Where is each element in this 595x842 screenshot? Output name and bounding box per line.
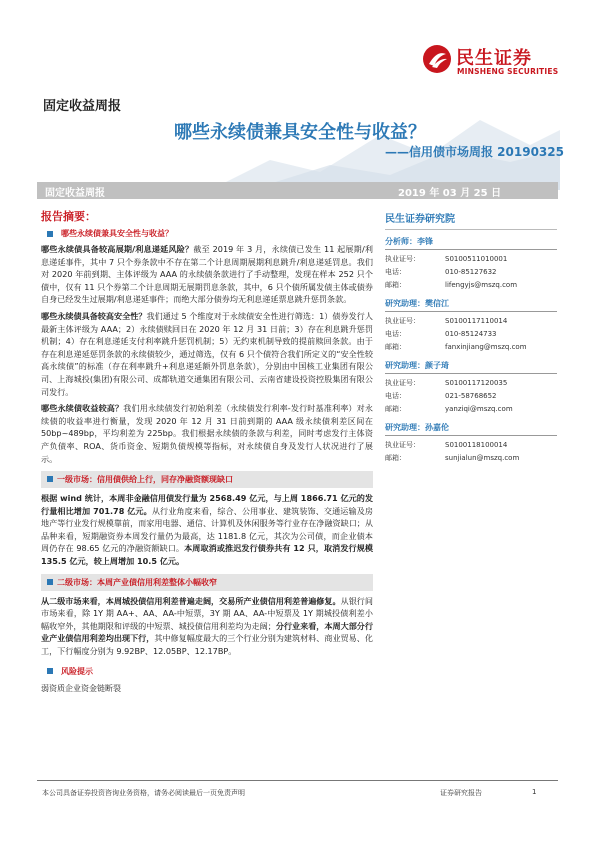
p2-lead: 哪些永续债具备较高安全性？: [41, 310, 147, 321]
risk-text: 弱资质企业资金链断裂: [41, 683, 121, 693]
footer-report-label: 证券研究报告: [440, 789, 482, 797]
analyst-column: [385, 210, 557, 465]
summary-column: [41, 208, 373, 694]
secondary-a: 从二级市场来看，本周城投债信用利差普遍走阔，交易所产业债信用利差普遍修复。: [41, 595, 341, 606]
footer-disclaimer: 本公司具备证券投资咨询业务资格，请务必阅读最后一页免责声明: [42, 789, 245, 797]
secondary-b: 从银行间市场来看，除 1Y 期 AA+、AA、AA-中短票，3Y 期 AA、AA-中短票及 1Y 期城投债利差小幅收窄外，其他期限和评级的中短票、城投债信用利差均为走阔；: [41, 595, 373, 631]
assistant-cert: 执业证号： S0100117120035: [385, 379, 508, 387]
assistant-cert: 执业证号： S0100118100014: [385, 441, 508, 449]
secondary-c: 分行业来看，本周大部分行业产业债信用利差均出现下行，: [41, 620, 373, 644]
analyst-title: 分析师：李锋: [385, 236, 557, 250]
risk-heading-text: 风险提示: [61, 666, 93, 676]
secondary-market-heading: [41, 574, 373, 591]
assistant-email[interactable]: 邮箱： yanziqi@mszq.com: [385, 405, 513, 413]
analyst-cert: 执业证号： S0100511010001: [385, 255, 508, 263]
assistant-phone: 电话： 021-58768652: [385, 392, 497, 400]
p2-body: 我们通过 5 个维度对于永续债安全性进行筛选：1）债券发行人最新主体评级为 AAA；2）永续债赎回日在 2020 年 12 月 31 日前；3）存在利息跳升惩罚机制；4）存在利息递延支付利率跳升惩罚机制；5）无约束机制导致的提前赎回条款。由于存在利息递延惩罚条款的永续债较少，通过筛选，仅有 6 只个债符合我们所定义的“安全性较高永续债”的标准（存在利率跳升+利息递延额外罚息条款），分别由中国核工业集团有限公司、上海城投(集团)有限公司、成都轨道交通集团有限公司、云南省建设投资控股集团有限公司发行。: [41, 310, 373, 397]
primary-b: 从行业角度来看，综合、公用事业、建筑装饰、交通运输及房地产等行业发行规模靠前，而家用电器、通信、计算机及休闲服务等行业存在净融资缺口；从品种来看，短期融资券本周发行量仍为最高，达 1181.8 亿元，其次为公司债，而企业债本周仍存在 98.65 亿元的净融资额缺口。: [41, 505, 373, 554]
analyst-block: [385, 236, 557, 292]
page-number: 1: [532, 788, 537, 796]
secondary-d: 其中修复幅度最大的三个行业分别为建筑材料、商业贸易、化工，下行幅度分别为 9.92BP、12.05BP、12.17BP。: [41, 633, 373, 657]
assistant-cert: 执业证号： S0100117110014: [385, 317, 508, 325]
assistant-block: [385, 422, 557, 465]
primary-paragraph: [41, 492, 373, 568]
bullet-icon: [47, 231, 53, 237]
p3-body: 我们用永续债发行初始利差（永续债发行利率-发行时基准利率）对永续债的收益率进行衡量，发现 2020 年 12 月 31 日前到期的 AAA 级永续债利差区间在 50bp~489bp，平均利差为 225bp。我们根据永续债的条款与利差，同时考虑发行主体资产负债率、ROA、货币资金、短期负债规模等指标，对永续债自身及发行人状况进行了展示。: [41, 403, 373, 464]
report-type: 固定收益周报: [43, 99, 122, 114]
primary-c: 本周取消或推迟发行债券共有 12 只，取消发行规模 135.5 亿元，较上周增加 10.5 亿元。: [41, 543, 373, 567]
assistant-block: [385, 360, 557, 416]
summary-heading: 报告摘要：: [41, 210, 96, 223]
logo-chinese-name: 民生证券: [456, 48, 532, 69]
summary-bullet-text: 哪些永续债兼具安全性与收益？: [61, 229, 173, 238]
bar-report-type: 固定收益周报: [45, 188, 105, 199]
assistant-email[interactable]: 邮箱： fanxinjiang@mszq.com: [385, 343, 527, 351]
assistant-block: [385, 298, 557, 354]
analyst-phone: 电话： 010-85127632: [385, 268, 497, 276]
company-logo-icon: [422, 44, 452, 74]
page-subtitle: ——信用债市场周报 20190325: [385, 145, 564, 159]
assistant-title: 研究助理：颜子琦: [385, 360, 557, 374]
p1-lead: 哪些永续债具备较高展期/利息递延风险？: [41, 244, 194, 254]
primary-market-heading: [41, 471, 373, 488]
secondary-heading-text: 二级市场：本周产业债信用利差整体小幅收窄: [57, 577, 217, 587]
report-date: 2019 年 03 月 25 日: [398, 188, 502, 199]
bullet-icon: [47, 476, 53, 482]
p3-lead: 哪些永续债收益较高？: [41, 403, 124, 414]
summary-paragraph-2: [41, 310, 373, 398]
primary-heading-text: 一级市场：信用债供给上行，同存净融资额现缺口: [57, 475, 233, 485]
analyst-email[interactable]: 邮箱： lifengyjs@mszq.com: [385, 281, 518, 289]
p1-body: 截至 2019 年 3 月，永续债已发生 11 起展期/利息递延事件，其中 7 只个券条款中不存在第二个计息周期展期利息跳升/利息递延罚息。我们对 2020 年前到期、主体评级为 AAA 的永续债条款进行了手动整理，发现在样本 252 只个债中，仅有 11 只个券第二个计息周期无展期罚息条款，其中，6 只个债所属发债主体或债券自身已经发生过展期/利息递延事件；而绝大部分债券均无利息递延票息跳升惩罚条款。: [41, 244, 373, 305]
bullet-icon: [47, 579, 53, 585]
risk-heading: [41, 666, 373, 677]
assistant-phone: 电话： 010-85124733: [385, 330, 497, 338]
logo-english-name: MINSHENG SECURITIES: [457, 67, 559, 76]
summary-paragraph-3: [41, 402, 373, 465]
summary-paragraph-1: [41, 243, 373, 306]
institute-name: 民生证券研究院: [385, 214, 455, 225]
assistant-title: 研究助理：樊信江: [385, 298, 557, 312]
assistant-title: 研究助理：孙嘉伦: [385, 422, 557, 436]
footer-divider: [37, 780, 558, 781]
primary-a: 根据 wind 统计，本周非金融信用债发行量为 2568.49 亿元，与上周 1866.71 亿元的发行量相比增加 701.78 亿元。: [41, 493, 373, 516]
page-title: 哪些永续债兼具安全性与收益？: [174, 122, 426, 143]
bullet-icon: [47, 668, 53, 674]
secondary-paragraph: [41, 595, 373, 658]
divider: [385, 229, 557, 230]
summary-bullet: [41, 228, 373, 239]
assistant-email[interactable]: 邮箱： sunjialun@mszq.com: [385, 454, 520, 462]
